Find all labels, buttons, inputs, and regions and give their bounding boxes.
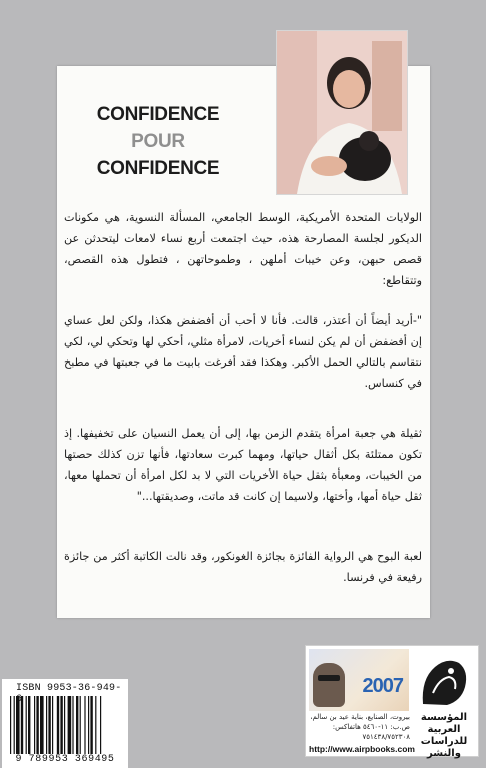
blurb-paragraph-4: لعبة البوح هي الرواية الفائزة بجائزة الغونكور، وقد نالت الكاتبة أكثر من جائزة رفيعة في فرنسا. bbox=[64, 550, 422, 584]
barcode bbox=[8, 696, 126, 754]
barcode-bar bbox=[68, 696, 72, 754]
barcode-bar bbox=[95, 696, 96, 754]
publisher-address: بيروت، الصنايع، بناية عيد بن سالم، ص.ب: ١١-٥٤٦٠ هاتفاكس: ٧٥١٤٣٨/٧٥٢٣٠٨ bbox=[310, 713, 410, 741]
barcode-bar bbox=[57, 696, 59, 754]
barcode-bar bbox=[88, 696, 89, 754]
barcode-bar bbox=[16, 696, 20, 754]
publisher-url: http://www.airpbooks.com bbox=[309, 744, 415, 754]
publisher-name-line-4: والنشر bbox=[427, 748, 461, 759]
poster-year: 2007 bbox=[362, 675, 403, 697]
barcode-bar bbox=[14, 696, 15, 754]
blurb-paragraph-3: ثقيلة هي جعبة امرأة يتقدم الزمن بها، إلى أن يعمل النسيان على تخفيفها. إذ تكون ممتلئة بكل أثقال حياتها، ومهما كبرت سعادتها، فأنها تزن كذلك حصتها من الخيبات، ومعبأة بثقل حياة الأخريات التي لا بد لكل امرأة أن تحملها معها، ثقل حياة أمها، وأختها، ولاسيما إن كانت قد ماتت، وصديقتها..." bbox=[64, 427, 422, 503]
title-line-3: CONFIDENCE bbox=[96, 158, 220, 179]
isbn-label: ISBN 9953-36-949- bbox=[16, 683, 122, 694]
barcode-bar bbox=[64, 696, 65, 754]
title-line-1: CONFIDENCE bbox=[96, 104, 220, 125]
author-photo bbox=[276, 30, 408, 195]
publisher-name-line-3: للدراسات bbox=[420, 736, 468, 747]
barcode-bar bbox=[80, 696, 81, 754]
barcode-bar bbox=[46, 696, 47, 754]
poster-portrait bbox=[313, 663, 345, 707]
barcode-bar bbox=[90, 696, 92, 754]
barcode-bar bbox=[28, 696, 30, 754]
barcode-bar bbox=[52, 696, 53, 754]
barcode-bar bbox=[36, 696, 38, 754]
title-line-2: POUR bbox=[131, 131, 185, 152]
book-fair-poster bbox=[309, 649, 409, 711]
barcode-digits: 9 789953 369495 bbox=[15, 754, 115, 765]
publisher-logo bbox=[413, 649, 475, 711]
book-title bbox=[57, 101, 259, 182]
barcode-bar bbox=[10, 696, 11, 754]
barcode-bar bbox=[40, 696, 44, 754]
barcode-bar bbox=[76, 696, 78, 754]
barcode-bar bbox=[60, 696, 62, 754]
blurb-paragraph-1: الولايات المتحدة الأمريكية، الوسط الجامعي، المسألة النسوية، هي مكونات الديكور لجلسة المصارحة هذه، حيث اجتمعت أربع نساء لامعات ليتحدثن عن قصص حبهن، وعن خيبات أملهن ، وطموحاتهن ، فتطول هذه القصص، وتتقاطع: bbox=[64, 211, 422, 287]
barcode-bar bbox=[84, 696, 85, 754]
publisher-name-line-1: المؤسسة bbox=[420, 712, 468, 723]
blurb-paragraph-2: "-أريد أيضاً أن أعتذر، قالت. فأنا لا أحب أن أفضفض هكذا، ولكن لعل عساي إن أفضفض أن لم يكن لنساء أخريات، لامرأة مثلي، أحكي لها وتحكي لي، لكي نتقاسم بالتالي الحمل الأكبر. وهكذا فقد أفرغت بابيت ما في جعبتها في مطبخ في كنساس. bbox=[64, 314, 422, 390]
barcode-bar bbox=[72, 696, 73, 754]
publisher-name-line-2: العربية bbox=[427, 724, 461, 735]
barcode-bar bbox=[26, 696, 27, 754]
barcode-bar bbox=[34, 696, 35, 754]
barcode-bar bbox=[21, 696, 23, 754]
barcode-bar bbox=[48, 696, 50, 754]
publisher-block bbox=[305, 645, 479, 757]
barcode-bar bbox=[100, 696, 101, 754]
